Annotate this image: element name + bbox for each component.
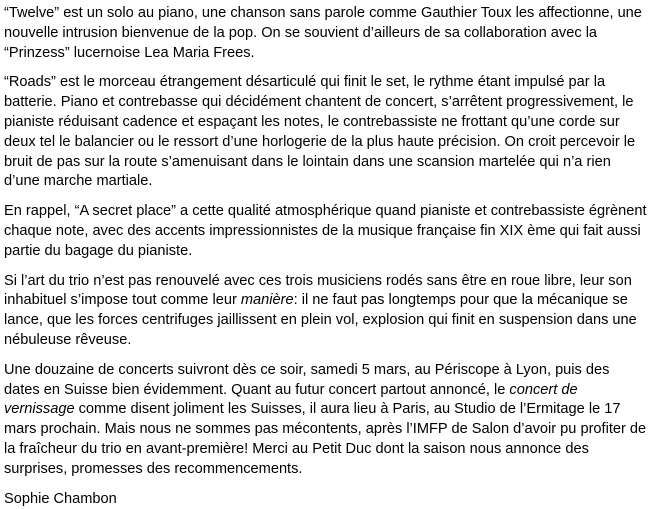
paragraph-encore: En rappel, “A secret place” a cette qualité atmosphérique quand pianiste et contrebassiste égrènent chaque note, avec des accents impressionnistes de la musique française fin XIX ème qui fait aussi partie du bagage du pianiste. — [4, 203, 647, 259]
paragraph-text: : il ne faut pas longtemps pour que la mécanique se lance, que les forces centrifuges jaillissent en plein vol, explosion qui finit en suspension dans une nébuleuse rêveuse. — [4, 292, 637, 348]
paragraph-trio-art — [4, 272, 648, 351]
paragraph-text: Une douzaine de concerts suivront dès ce soir, samedi 5 mars, au Périscope à Lyon, puis des dates en Suisse bien évidemment. Quant au futur concert partout annoncé, le — [4, 361, 610, 398]
emphasis-text: manière — [240, 292, 294, 309]
paragraph-roads: “Roads” est le morceau étrangement désarticulé qui finit le set, le rythme étant impulsé par la batterie. Piano et contrebasse qui décidément chantent de concert, s’arrêtent progressivement, le pianiste réduisant cadence et espaçant les notes, le contrebassiste ne frottant qu’une corde sur deux tel le balancier ou le ressort d’une horlogerie de la plus haute précision. On croit percevoir le bruit de pas sur la route s’amenuisant dans le lointain dans une scansion martelée qui n’a rien d’une marche martiale. — [4, 74, 636, 190]
author-signature: Sophie Chambon — [4, 490, 117, 507]
paragraph-text: comme disent joliment les Suisses, il aura lieu à Paris, au Studio de l’Ermitage le 17 mars prochain. Mais nous ne sommes pas mécontents, après l’IMFP de Salon d’avoir pu profiter de la fraîcheur du trio en avant-première! Merci au Petit Duc dont la saison nous annonce des surprises, promesses des recommencements. — [4, 401, 647, 477]
emphasis-text: concert de vernissage — [4, 381, 578, 418]
paragraph-text: Si l’art du trio n’est pas renouvelé avec ces trois musiciens rodés sans être en roue libre, leur son inhabituel s’impose tout comme leur — [4, 272, 632, 309]
paragraph-concerts — [4, 361, 648, 480]
paragraph-twelve: “Twelve” est un solo au piano, une chanson sans parole comme Gauthier Toux les affectionne, une nouvelle intrusion bienvenue de la pop. On se souvient d’ailleurs de sa collaboration avec la “Prinzess” lucernoise Lea Maria Frees. — [4, 5, 642, 61]
